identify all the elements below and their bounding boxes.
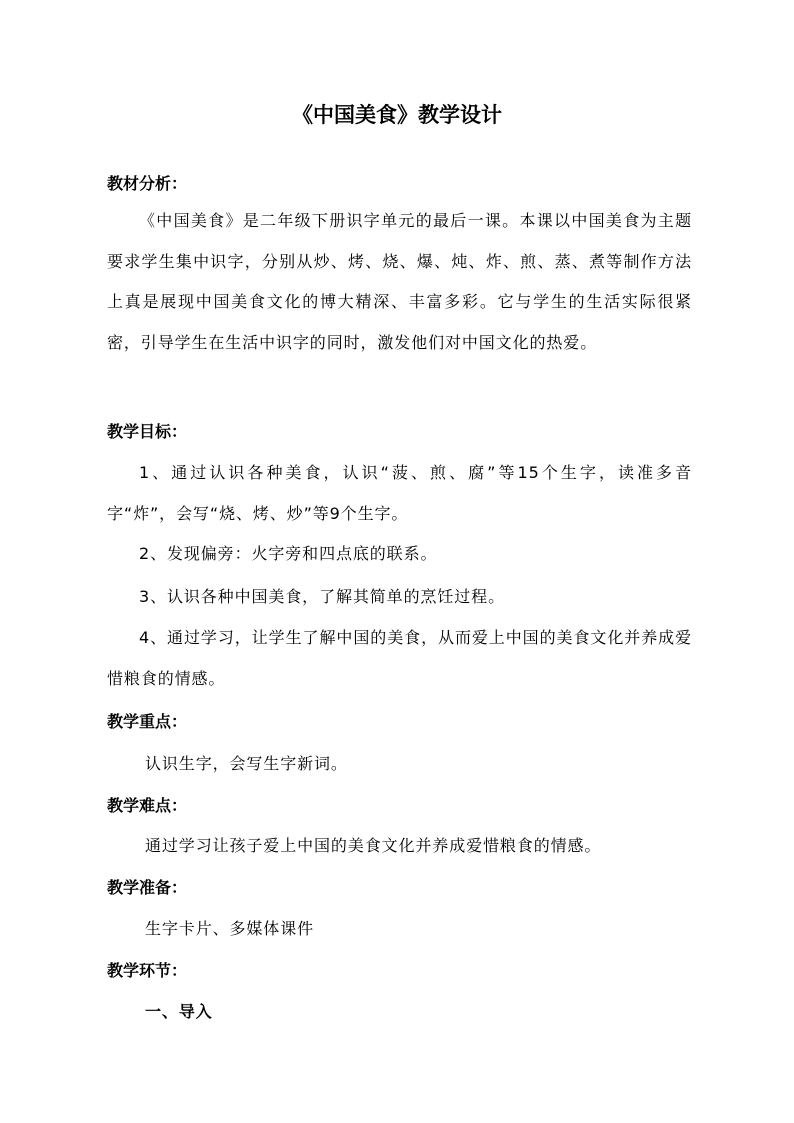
difficulties-text: 通过学习让孩子爱上中国的美食文化并养成爱惜粮食的情感。 [145,836,602,855]
heading-preparation: 教学准备： [107,878,188,897]
heading-difficulties: 教学难点： [107,796,188,815]
heading-key-points: 教学重点： [107,712,188,731]
preparation-text: 生字卡片、多媒体课件 [145,919,315,938]
heading-analysis: 教材分析： [107,174,188,193]
key-points-text: 认识生字，会写生字新词。 [145,754,348,773]
goal-item-4: 4、通过学习，让学生了解中国的美食，从而爱上中国的美食文化并养成爱惜粮食的情感。 [107,628,692,688]
heading-steps: 教学环节： [107,961,188,980]
goal-item-2: 2、发现偏旁：火字旁和四点底的联系。 [139,544,438,563]
heading-goals: 教学目标： [107,422,188,441]
goal-item-3: 3、认识各种中国美食，了解其简单的烹饪过程。 [139,587,505,606]
page-title: 《中国美食》教学设计 [292,103,502,127]
paragraph-analysis: 《中国美食》是二年级下册识字单元的最后一课。本课以中国美食为主题要求学生集中识字，分别从炒、烤、烧、爆、炖、炸、煎、蒸、煮等制作方法上真是展现中国美食文化的博大精深、丰富多彩。它与学生的生活实际很紧密，引导学生在生活中识字的同时，激发他们对中国文化的热爱。 [107,211,692,352]
goal-item-1: 1、通过认识各种美食，认识“菠、煎、腐”等15个生字，读准多音字“炸”，会写“烧、烤、炒”等9个生字。 [107,463,692,523]
step-1-intro: 一、导入 [145,1002,213,1021]
